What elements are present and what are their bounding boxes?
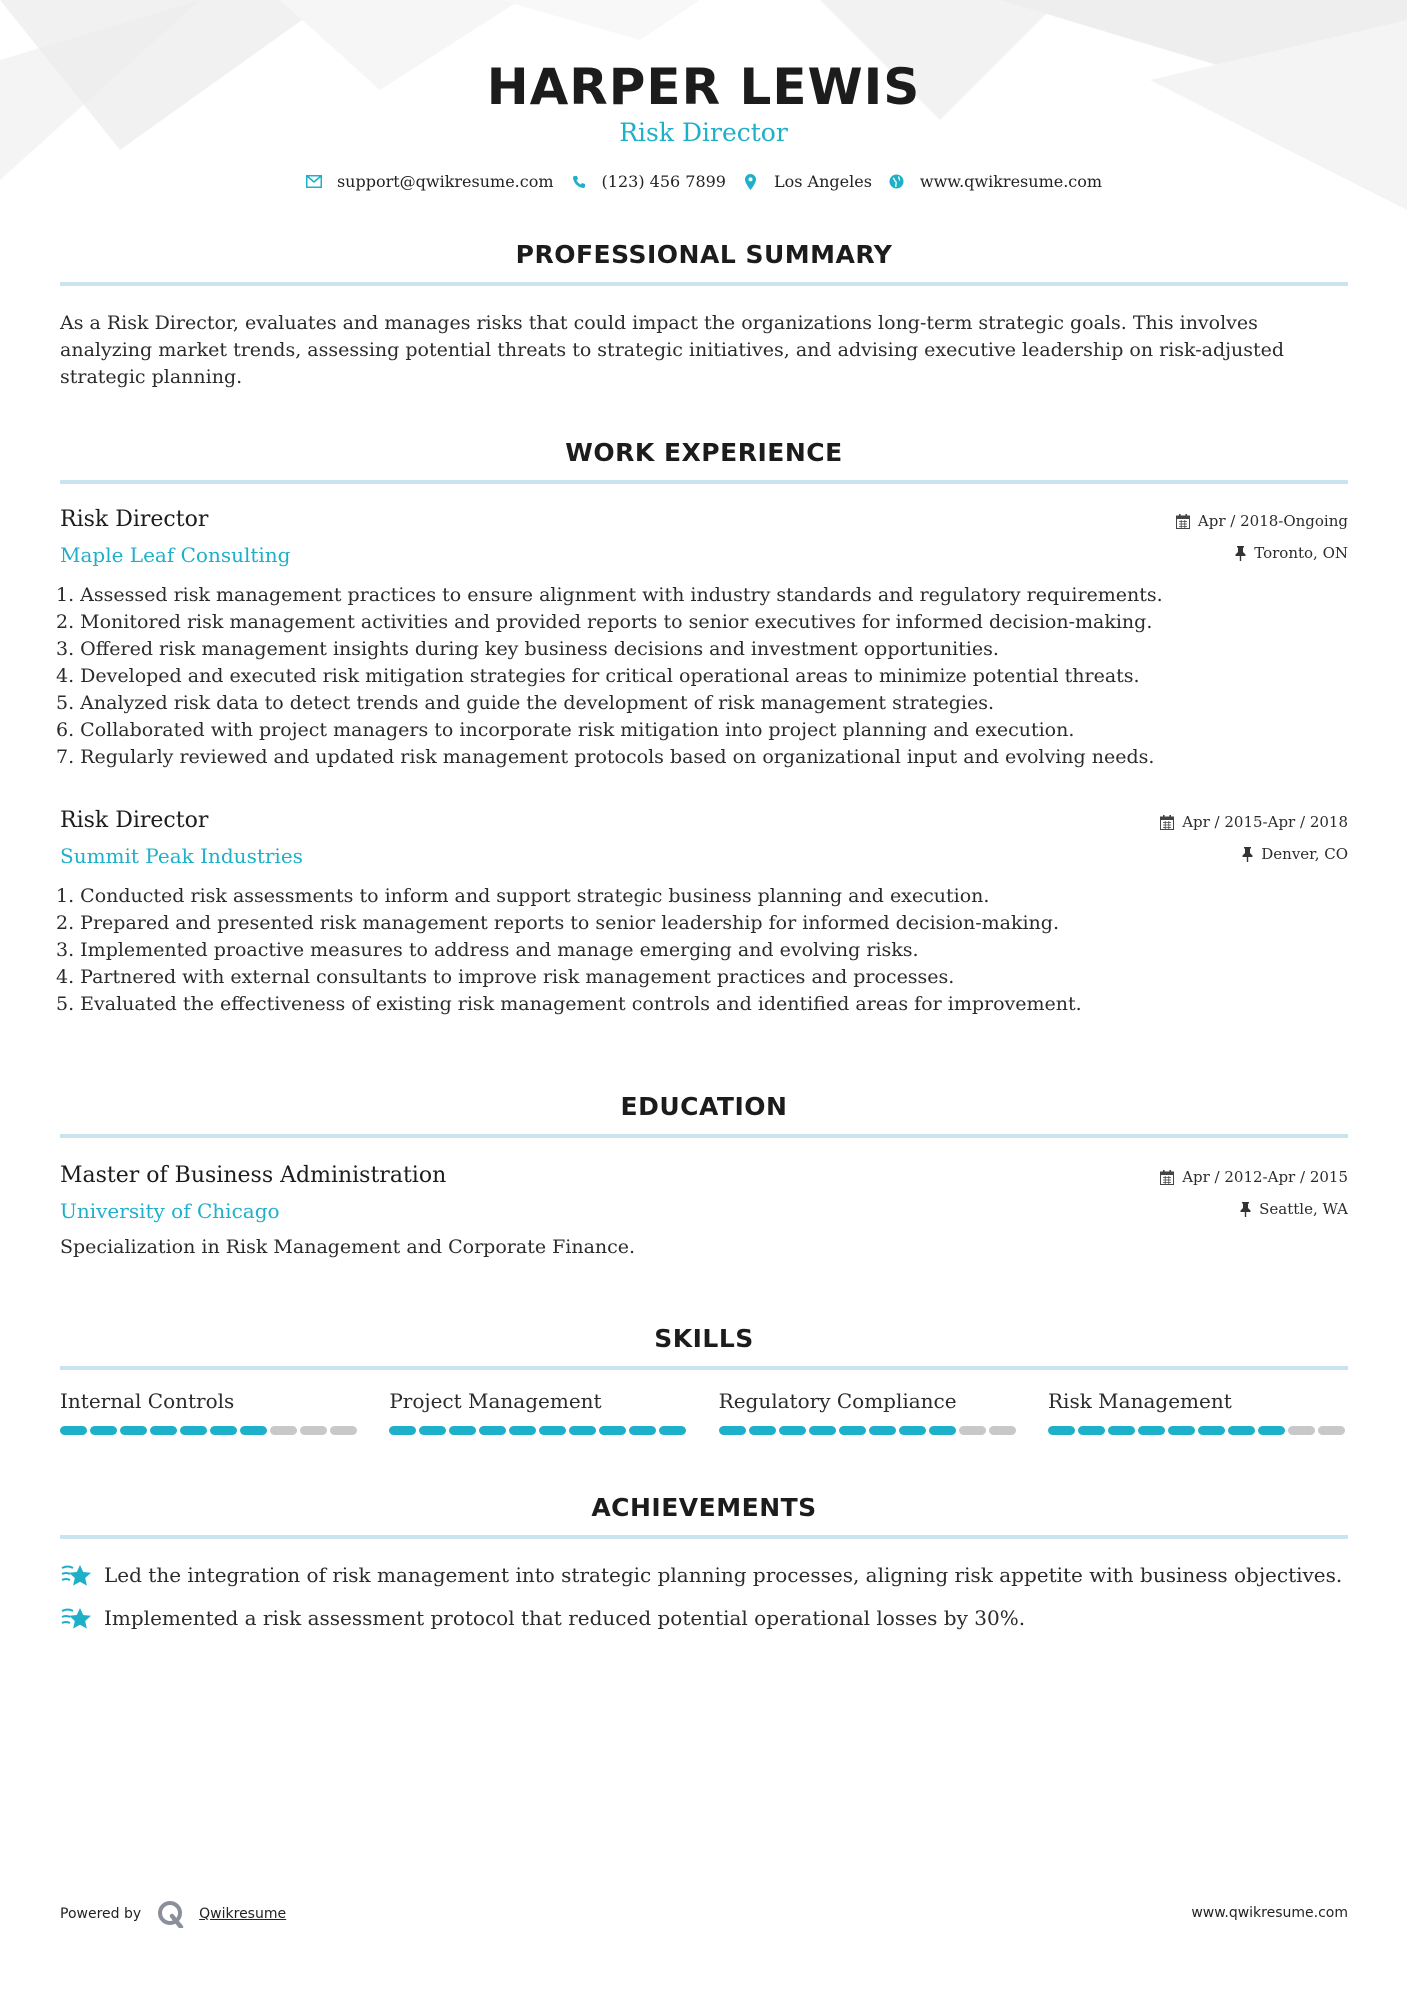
skill-segment-filled bbox=[419, 1426, 446, 1435]
envelope-icon bbox=[305, 173, 323, 191]
footer-website-link[interactable]: www.qwikresume.com bbox=[1191, 1905, 1348, 1921]
contact-location bbox=[742, 172, 872, 191]
section-title-education: EDUCATION bbox=[620, 1092, 788, 1121]
job-bullet: 1. Conducted risk assessments to inform and support strategic business planning and execution. bbox=[56, 885, 990, 907]
skill-segment-filled bbox=[659, 1426, 686, 1435]
skill-segment-filled bbox=[509, 1426, 536, 1435]
job-bullet: 3. Implemented proactive measures to address and manage emerging and evolving risks. bbox=[56, 939, 919, 961]
job-bullet: 4. Partnered with external consultants to improve risk management practices and processes. bbox=[56, 966, 955, 988]
skill-level-bar bbox=[1048, 1426, 1348, 1435]
globe-icon bbox=[888, 173, 906, 191]
skill-segment-filled bbox=[60, 1426, 87, 1435]
job-bullet: 2. Prepared and presented risk management reports to senior leadership for informed decision-making. bbox=[56, 912, 1059, 934]
skill-segment-filled bbox=[1228, 1426, 1255, 1435]
job-dates bbox=[1160, 813, 1348, 831]
skill-segment-filled bbox=[240, 1426, 267, 1435]
skill-item bbox=[389, 1388, 689, 1435]
star-icon bbox=[60, 1603, 94, 1633]
skill-segment-empty bbox=[1288, 1426, 1315, 1435]
job-location-text: Denver, CO bbox=[1261, 845, 1348, 863]
skill-name: Internal Controls bbox=[60, 1389, 235, 1413]
skill-item bbox=[60, 1388, 360, 1435]
education-entry bbox=[60, 1162, 1348, 1261]
job-dates bbox=[1176, 512, 1348, 530]
skill-level-bar bbox=[389, 1426, 689, 1435]
job-bullet: 3. Offered risk management insights during key business decisions and investment opportunities. bbox=[56, 638, 999, 660]
skill-segment-filled bbox=[1198, 1426, 1225, 1435]
contact-email-text: support@qwikresume.com bbox=[336, 172, 554, 191]
education-location bbox=[1240, 1200, 1348, 1218]
section-divider bbox=[60, 1535, 1348, 1539]
skill-name: Regulatory Compliance bbox=[718, 1389, 957, 1413]
pushpin-icon bbox=[1235, 546, 1246, 561]
skill-item bbox=[719, 1388, 1019, 1435]
skill-segment-filled bbox=[779, 1426, 806, 1435]
section-divider bbox=[60, 282, 1348, 286]
skill-item bbox=[1048, 1388, 1348, 1435]
section-title-skills: SKILLS bbox=[654, 1324, 754, 1353]
skill-segment-filled bbox=[899, 1426, 926, 1435]
job-bullet: 7. Regularly reviewed and updated risk management protocols based on organizational input and evolving needs. bbox=[56, 746, 1155, 768]
qwikresume-logo-icon bbox=[157, 1900, 185, 1928]
education-dates-text: Apr / 2012-Apr / 2015 bbox=[1182, 1168, 1348, 1186]
education-description: Specialization in Risk Management and Corporate Finance. bbox=[60, 1236, 636, 1258]
skills-list bbox=[60, 1388, 1348, 1435]
skill-segment-filled bbox=[1168, 1426, 1195, 1435]
skill-level-bar bbox=[60, 1426, 360, 1435]
contact-phone[interactable] bbox=[570, 172, 726, 191]
skill-segment-filled bbox=[389, 1426, 416, 1435]
skill-segment-filled bbox=[1138, 1426, 1165, 1435]
achievement-item bbox=[60, 1603, 1348, 1633]
pushpin-icon bbox=[1242, 847, 1253, 862]
education-dates bbox=[1160, 1168, 1348, 1186]
candidate-name: HARPER LEWIS bbox=[486, 58, 921, 116]
skill-segment-filled bbox=[1108, 1426, 1135, 1435]
experience-entry bbox=[56, 807, 1348, 1018]
skill-segment-filled bbox=[210, 1426, 237, 1435]
section-divider bbox=[60, 480, 1348, 484]
skill-segment-filled bbox=[569, 1426, 596, 1435]
section-divider bbox=[60, 1366, 1348, 1370]
skill-segment-empty bbox=[1318, 1426, 1345, 1435]
skill-segment-filled bbox=[1258, 1426, 1285, 1435]
powered-by-label: Powered by bbox=[60, 1906, 142, 1922]
section-title-experience: WORK EXPERIENCE bbox=[565, 438, 843, 467]
summary-text: As a Risk Director, evaluates and manages risks that could impact the organizations long-term strategic goals. This involves analyzing market trends, assessing potential threats to strategic initiatives, and advising executive leadership on risk-adjusted strategic planning. bbox=[60, 312, 1285, 388]
job-bullet: 2. Monitored risk management activities and provided reports to senior executives for informed decision-making. bbox=[56, 611, 1153, 633]
skill-segment-empty bbox=[959, 1426, 986, 1435]
achievements-list bbox=[60, 1560, 1348, 1633]
skill-segment-filled bbox=[929, 1426, 956, 1435]
contact-website-text: www.qwikresume.com bbox=[919, 172, 1103, 191]
skill-segment-filled bbox=[120, 1426, 147, 1435]
skill-segment-filled bbox=[150, 1426, 177, 1435]
job-location-text: Toronto, ON bbox=[1254, 544, 1348, 562]
skill-segment-filled bbox=[479, 1426, 506, 1435]
contact-phone-text: (123) 456 7899 bbox=[601, 172, 726, 191]
star-icon bbox=[60, 1560, 94, 1590]
job-bullets bbox=[56, 582, 1348, 771]
contact-website[interactable] bbox=[888, 172, 1102, 191]
job-dates-text: Apr / 2018-Ongoing bbox=[1197, 512, 1348, 530]
skill-segment-filled bbox=[809, 1426, 836, 1435]
skill-segment-filled bbox=[180, 1426, 207, 1435]
footer-powered-by bbox=[60, 1900, 286, 1928]
section-title-achievements: ACHIEVEMENTS bbox=[591, 1493, 817, 1522]
job-title: Risk Director bbox=[60, 507, 209, 532]
map-pin-icon bbox=[742, 173, 760, 191]
achievement-text: Implemented a risk assessment protocol that reduced potential operational losses by 30%. bbox=[104, 1606, 1026, 1630]
contact-bar bbox=[0, 172, 1407, 191]
skill-segment-filled bbox=[1078, 1426, 1105, 1435]
phone-icon bbox=[570, 173, 588, 191]
candidate-role: Risk Director bbox=[619, 118, 788, 147]
skill-segment-filled bbox=[719, 1426, 746, 1435]
degree-title: Master of Business Administration bbox=[60, 1163, 447, 1188]
calendar-icon bbox=[1160, 815, 1174, 830]
skill-segment-empty bbox=[989, 1426, 1016, 1435]
calendar-icon bbox=[1176, 514, 1190, 529]
company-name: Summit Peak Industries bbox=[60, 844, 303, 868]
contact-email[interactable] bbox=[305, 172, 554, 191]
job-bullet: 5. Evaluated the effectiveness of existing risk management controls and identified areas for improvement. bbox=[56, 993, 1082, 1015]
job-bullet: 6. Collaborated with project managers to incorporate risk mitigation into project planning and execution. bbox=[56, 719, 1075, 741]
skill-segment-filled bbox=[599, 1426, 626, 1435]
job-dates-text: Apr / 2015-Apr / 2018 bbox=[1182, 813, 1348, 831]
qwikresume-link[interactable]: Qwikresume bbox=[199, 1906, 287, 1922]
achievement-text: Led the integration of risk management into strategic planning processes, aligning risk appetite with business objectives. bbox=[104, 1563, 1343, 1587]
company-name: Maple Leaf Consulting bbox=[60, 543, 291, 567]
skill-segment-filled bbox=[839, 1426, 866, 1435]
education-location-text: Seattle, WA bbox=[1259, 1200, 1348, 1218]
skill-segment-empty bbox=[330, 1426, 357, 1435]
job-bullet: 1. Assessed risk management practices to ensure alignment with industry standards and regulatory requirements. bbox=[56, 584, 1163, 606]
pushpin-icon bbox=[1240, 1202, 1251, 1217]
skill-segment-filled bbox=[449, 1426, 476, 1435]
skill-segment-empty bbox=[300, 1426, 327, 1435]
calendar-icon bbox=[1160, 1170, 1174, 1185]
achievement-item bbox=[60, 1560, 1348, 1590]
skill-segment-filled bbox=[749, 1426, 776, 1435]
job-location bbox=[1242, 845, 1348, 863]
contact-location-text: Los Angeles bbox=[773, 172, 872, 191]
section-divider bbox=[60, 1134, 1348, 1138]
skill-segment-empty bbox=[270, 1426, 297, 1435]
skill-segment-filled bbox=[629, 1426, 656, 1435]
skill-level-bar bbox=[719, 1426, 1019, 1435]
school-name: University of Chicago bbox=[60, 1199, 280, 1223]
section-title-summary: PROFESSIONAL SUMMARY bbox=[515, 240, 893, 269]
skill-segment-filled bbox=[869, 1426, 896, 1435]
job-location bbox=[1235, 544, 1348, 562]
experience-entry bbox=[56, 506, 1348, 771]
job-bullet: 4. Developed and executed risk mitigation strategies for critical operational areas to minimize potential threats. bbox=[56, 665, 1140, 687]
skill-segment-filled bbox=[90, 1426, 117, 1435]
job-bullet: 5. Analyzed risk data to detect trends and guide the development of risk management strategies. bbox=[56, 692, 995, 714]
skill-name: Project Management bbox=[389, 1389, 602, 1413]
job-title: Risk Director bbox=[60, 808, 209, 833]
skill-segment-filled bbox=[539, 1426, 566, 1435]
skill-segment-filled bbox=[1048, 1426, 1075, 1435]
job-bullets bbox=[56, 883, 1348, 1018]
skill-name: Risk Management bbox=[1047, 1389, 1232, 1413]
